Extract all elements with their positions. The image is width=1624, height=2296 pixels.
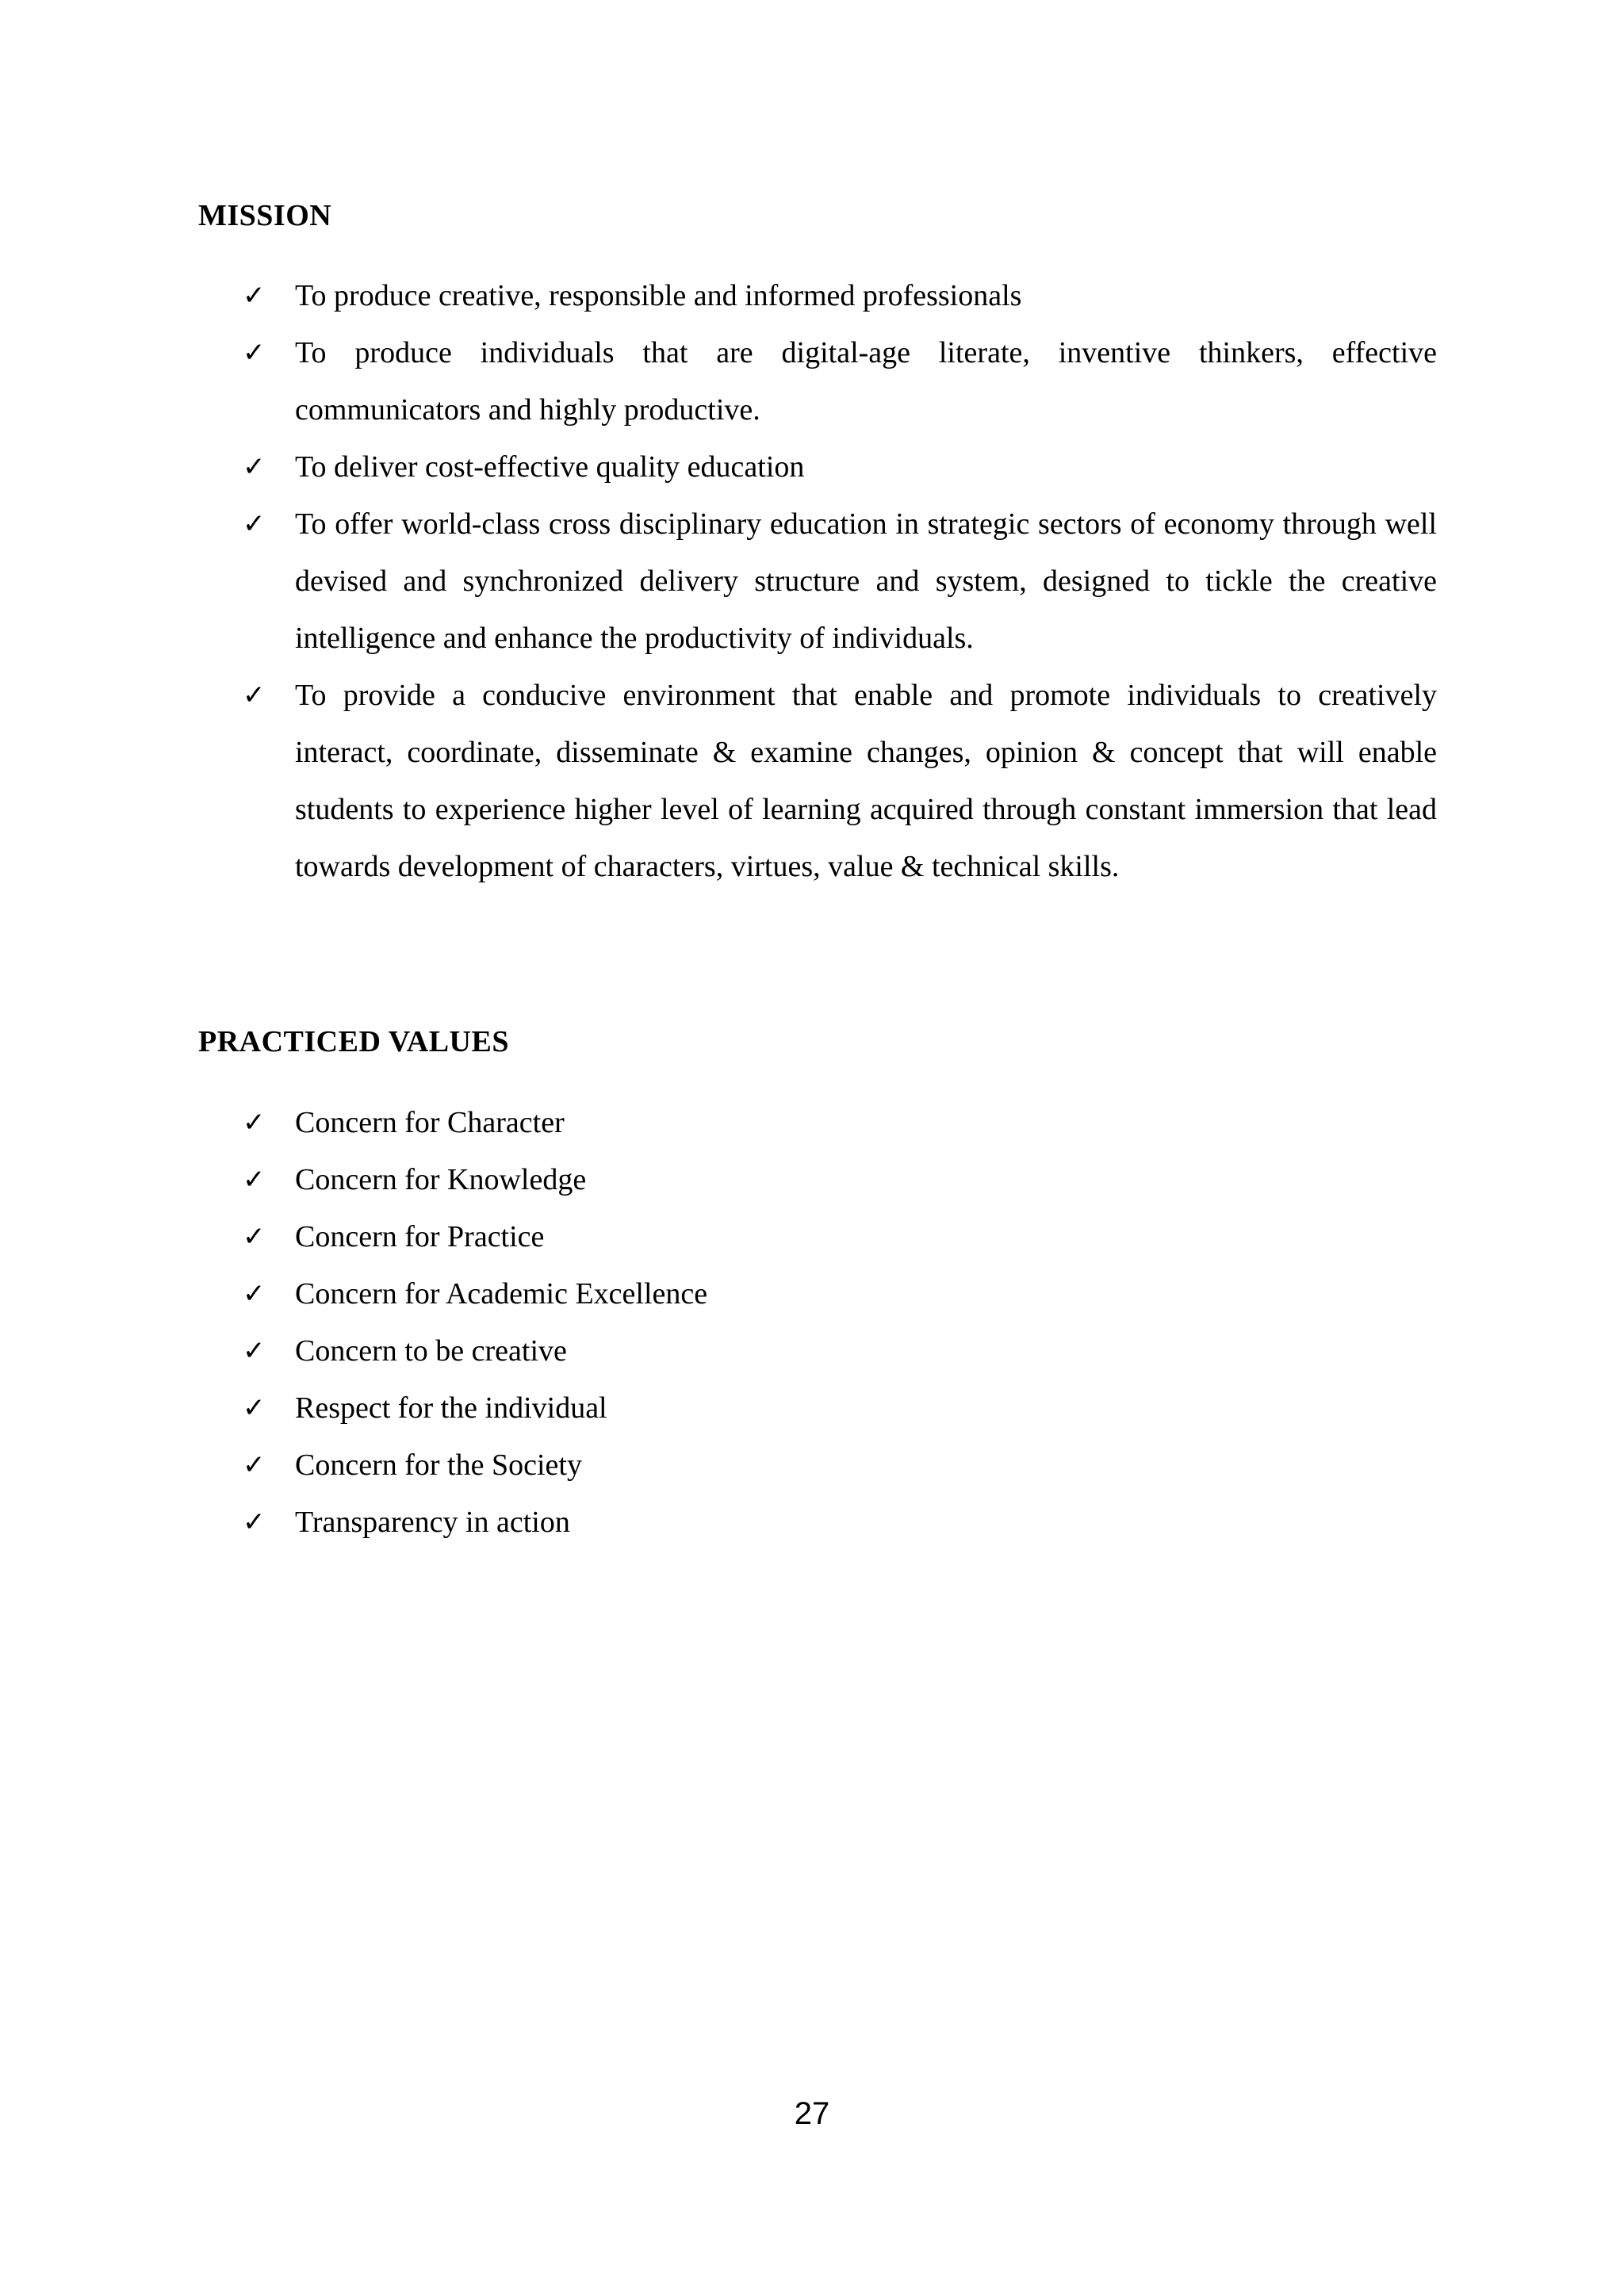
checkmark-icon: ✓ [243, 451, 266, 483]
list-item [243, 1437, 1437, 1494]
list-item [243, 496, 1437, 667]
list-item-text: Concern for Practice [295, 1220, 545, 1253]
checkmark-icon: ✓ [243, 1107, 266, 1138]
list-item [243, 1151, 1437, 1208]
checkmark-icon: ✓ [243, 1449, 266, 1481]
list-item [243, 1380, 1437, 1437]
list-item-text: To deliver cost-effective quality education [295, 450, 805, 484]
list-item-text: To produce individuals that are digital-age literate, inventive thinkers, effective communicators and highly productive. [295, 336, 1437, 427]
checkmark-icon: ✓ [243, 1164, 266, 1196]
list-item [243, 438, 1437, 496]
list-item-text: Concern for Character [295, 1106, 565, 1139]
list-item-text: To produce creative, responsible and informed professionals [295, 279, 1022, 312]
checkmark-icon: ✓ [243, 1392, 266, 1424]
list-item [243, 1094, 1437, 1151]
practiced-values-heading: PRACTICED VALUES [198, 1025, 509, 1058]
checkmark-icon: ✓ [243, 280, 266, 312]
list-item [243, 267, 1437, 324]
list-item-text: To provide a conducive environment that enable and promote individuals to creatively interact, coordinate, disseminate & examine changes, opinion & concept that will enable students to experience higher level of learning acquired through constant immersion that lead towards development of characters, virtues, value & technical skills. [295, 679, 1437, 883]
list-item [243, 1208, 1437, 1265]
checkmark-icon: ✓ [243, 679, 266, 711]
list-item-text: To offer world-class cross disciplinary education in strategic sectors of economy through well devised and synchronized delivery structure and system, designed to tickle the creative intelligence and enhance the productivity of individuals. [295, 507, 1437, 655]
checkmark-icon: ✓ [243, 508, 266, 540]
list-item-text: Concern to be creative [295, 1334, 567, 1368]
checkmark-icon: ✓ [243, 1278, 266, 1310]
list-item-text: Respect for the individual [295, 1391, 607, 1425]
list-item [243, 1494, 1437, 1551]
page-number: 27 [794, 2096, 830, 2131]
list-item-text: Transparency in action [295, 1506, 570, 1539]
list-item-text: Concern for Academic Excellence [295, 1277, 708, 1311]
list-item [243, 1265, 1437, 1322]
list-item-text: Concern for Knowledge [295, 1163, 587, 1196]
checkmark-icon: ✓ [243, 337, 266, 369]
list-item [243, 1322, 1437, 1380]
practiced-values-list [243, 1094, 1437, 1551]
checkmark-icon: ✓ [243, 1335, 266, 1367]
list-item [243, 324, 1437, 438]
list-item-text: Concern for the Society [295, 1448, 582, 1482]
checkmark-icon: ✓ [243, 1221, 266, 1253]
mission-list [243, 267, 1437, 895]
checkmark-icon: ✓ [243, 1506, 266, 1538]
list-item [243, 667, 1437, 895]
mission-heading: MISSION [198, 199, 332, 232]
